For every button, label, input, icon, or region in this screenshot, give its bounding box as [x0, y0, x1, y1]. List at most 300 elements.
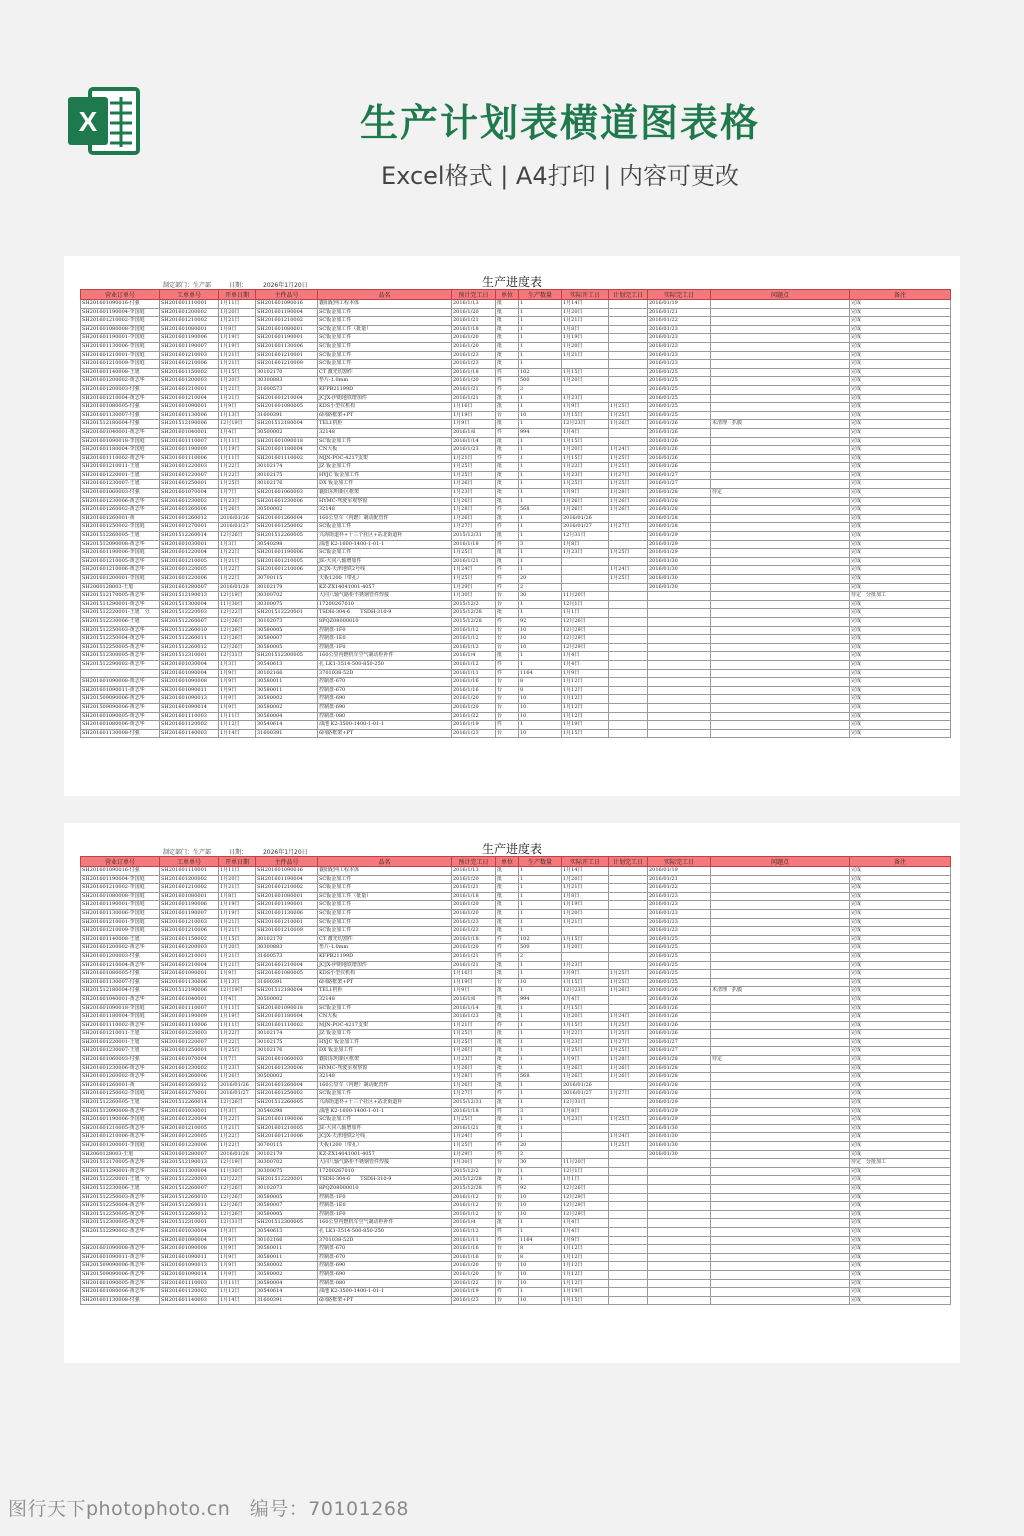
table-cell: 2016/1/23: [452, 729, 496, 738]
table-cell: 1: [519, 970, 562, 979]
table-cell: SH201601090013: [160, 695, 219, 704]
table-cell: 完成: [850, 1013, 951, 1022]
table-cell: SH201601210005: [160, 557, 219, 566]
table-cell: [711, 600, 850, 609]
table-cell: 1月25日: [609, 1047, 648, 1056]
table-cell: 1月19日: [452, 411, 496, 420]
table-row: [81, 1262, 951, 1271]
table-cell: SH201511290001-黄志华: [81, 1167, 160, 1176]
table-cell: [648, 617, 711, 626]
table-cell: 批: [496, 1047, 519, 1056]
table-cell: SH201512300005: [256, 1219, 318, 1228]
table-cell: 完成: [850, 643, 951, 652]
table-cell: 1月29日: [452, 1150, 496, 1159]
table-cell: 完成: [850, 497, 951, 506]
table-cell: 1月11日: [219, 712, 256, 721]
table-row: [81, 1219, 951, 1228]
table-cell: 2016/1/20: [452, 1270, 496, 1279]
table-row: [81, 523, 951, 532]
table-cell: 1月25日: [609, 1142, 648, 1151]
table-cell: 11月30日: [219, 600, 256, 609]
table-cell: [711, 506, 850, 515]
table-cell: 2016/1/20: [452, 1262, 496, 1271]
table-cell: [711, 360, 850, 369]
table-row: [81, 721, 951, 730]
table-row: [81, 703, 951, 712]
table-cell: SH201512250003-黄志华: [81, 626, 160, 635]
table-cell: 待定: [711, 1056, 850, 1065]
table-cell: [609, 557, 648, 566]
table-cell: 12月26日: [219, 532, 256, 541]
table-cell: SH201512220001: [256, 609, 318, 618]
table-cell: 完成: [850, 652, 951, 661]
table-cell: 2016/01/30: [648, 575, 711, 584]
table-cell: 1月22日: [562, 1030, 609, 1039]
table-cell: 1月25日: [609, 549, 648, 558]
table-row: [81, 1288, 951, 1297]
table-cell: SH201512250005-黄志华: [81, 643, 160, 652]
table-cell: 完成: [850, 1245, 951, 1254]
table-cell: 10: [519, 1193, 562, 1202]
table-cell: SH201512220001-王旭 分: [81, 609, 160, 618]
table-cell: 完成: [850, 617, 951, 626]
table-cell: 1: [519, 360, 562, 369]
table-cell: SH201601090018: [256, 437, 318, 446]
table-cell: TEL1机柜: [318, 987, 452, 996]
column-header: 营业订单号: [81, 857, 160, 867]
table-cell: SH201601260006: [160, 506, 219, 515]
table-cell: 1: [519, 1081, 562, 1090]
table-cell: 2016/01/27: [562, 523, 609, 532]
table-row: [81, 549, 951, 558]
table-cell: 31600573: [256, 952, 318, 961]
table-cell: 完成: [850, 1081, 951, 1090]
table-cell: SH201601190006: [256, 549, 318, 558]
sheet-preview-bottom: [64, 823, 960, 1363]
table-cell: 待定 分批加工: [850, 1159, 951, 1168]
table-cell: 1月9日: [562, 489, 609, 498]
table-cell: 兴海街道朴+十三个社区+站北街道朴: [318, 532, 452, 541]
table-cell: SC钣金加工件: [318, 1090, 452, 1099]
table-cell: 完成: [850, 892, 951, 901]
table-cell: 2016/1/22: [452, 1279, 496, 1288]
table-row: [81, 360, 951, 369]
table-cell: 完成: [850, 403, 951, 412]
table-cell: [711, 1073, 850, 1082]
table-cell: [609, 995, 648, 1004]
table-cell: 2016/1/12: [452, 1193, 496, 1202]
table-cell: 1: [519, 867, 562, 876]
table-cell: SH201512250005-黄志华: [81, 1210, 160, 1219]
table-cell: 完成: [850, 437, 951, 446]
table-cell: 10: [519, 1202, 562, 1211]
table-cell: SH201601090018-李国庭: [81, 1004, 160, 1013]
table-cell: [711, 325, 850, 334]
table-cell: 件: [496, 428, 519, 437]
table-cell: SH201512090008-黄志华: [81, 540, 160, 549]
table-cell: 2016/01/29: [648, 549, 711, 558]
table-row: [81, 1133, 951, 1142]
table-cell: 完成: [850, 1262, 951, 1271]
table-cell: 2016/1/20: [452, 308, 496, 317]
table-row: [81, 909, 951, 918]
table-cell: 1月20日: [562, 446, 609, 455]
table-cell: 1月22日: [219, 1030, 256, 1039]
table-cell: [711, 403, 850, 412]
table-cell: 件: [496, 721, 519, 730]
table-cell: 1月11日: [219, 454, 256, 463]
table-cell: 2016/01/30: [648, 1124, 711, 1133]
table-cell: [648, 1202, 711, 1211]
table-cell: 1月19日: [562, 1288, 609, 1297]
table-cell: [609, 660, 648, 669]
table-cell: 2016/01/28: [648, 1064, 711, 1073]
table-row: [81, 901, 951, 910]
table-cell: [609, 1124, 648, 1133]
table-cell: 1: [519, 437, 562, 446]
table-cell: 2016/01/26: [219, 514, 256, 523]
table-cell: [711, 1142, 850, 1151]
table-cell: SH201601210001-李国庭: [81, 918, 160, 927]
table-header-row: [81, 290, 951, 300]
table-cell: 2016/01/30: [648, 1133, 711, 1142]
column-header: 实际开工日: [562, 857, 609, 867]
table-cell: SH201601190004-李国庭: [81, 308, 160, 317]
table-cell: SH201601230002: [160, 497, 219, 506]
table-cell: SH201601260004: [256, 1081, 318, 1090]
table-row: [81, 420, 951, 429]
table-cell: 批: [496, 884, 519, 893]
table-cell: [648, 1176, 711, 1185]
table-cell: SH201601220003: [160, 463, 219, 472]
table-header-row: [81, 857, 951, 867]
table-cell: SH201601220006: [160, 575, 219, 584]
table-cell: 2016/1/4: [452, 652, 496, 661]
table-cell: 2016/01/30: [648, 583, 711, 592]
table-cell: 批: [496, 961, 519, 970]
table-cell: 1月9日: [219, 686, 256, 695]
table-cell: 32148: [318, 428, 452, 437]
table-row: [81, 300, 951, 309]
excel-logo-icon: [66, 85, 142, 157]
table-cell: 12月22日: [219, 1176, 256, 1185]
table-cell: 2016/01/28: [648, 1081, 711, 1090]
table-cell: SH201512300005-黄志华: [81, 1219, 160, 1228]
table-cell: 2016/1/18: [452, 935, 496, 944]
table-cell: SH201601200003: [160, 377, 219, 386]
table-cell: 1月26日: [452, 1081, 496, 1090]
table-cell: KZ-ZX14041001-4057: [318, 583, 452, 592]
table-cell: 1: [519, 961, 562, 970]
table-cell: [609, 1279, 648, 1288]
dept-label: 制定部门：生产部: [163, 849, 212, 856]
table-cell: 30: [519, 592, 562, 601]
table-cell: SH201601090018-李国庭: [81, 437, 160, 446]
table-cell: 10: [519, 643, 562, 652]
table-row: [81, 1236, 951, 1245]
table-cell: SH201601280007: [160, 583, 219, 592]
table-cell: 6回路框架+PT: [318, 729, 452, 738]
table-cell: JCJX-伊朗地铁增加件: [318, 394, 452, 403]
table-cell: SH201601110006: [160, 454, 219, 463]
table-cell: 30580004: [256, 712, 318, 721]
table-cell: 17200267010: [318, 600, 452, 609]
table-cell: 控制盘-1F0: [318, 1210, 452, 1219]
table-cell: [609, 300, 648, 309]
table-cell: 2016/1/18: [452, 1107, 496, 1116]
table-cell: SH201512260012: [160, 1210, 219, 1219]
table-cell: 1月25日: [219, 480, 256, 489]
table-cell: SH201601260012: [160, 1081, 219, 1090]
table-cell: 完成: [850, 1038, 951, 1047]
table-cell: 完成: [850, 1279, 951, 1288]
table-cell: [711, 1262, 850, 1271]
table-cell: [648, 1219, 711, 1228]
table-cell: HYMC-驾驶室观察窗: [318, 1064, 452, 1073]
table-cell: SH201601210009: [256, 927, 318, 936]
table-cell: [711, 944, 850, 953]
table-cell: 2016/01/28: [648, 489, 711, 498]
table-cell: 12月1日: [562, 600, 609, 609]
table-cell: 12月22日: [219, 609, 256, 618]
table-cell: 1: [519, 403, 562, 412]
table-cell: 批: [496, 549, 519, 558]
table-cell: SH201601230002: [160, 1064, 219, 1073]
table-cell: SH201601080005-付强: [81, 403, 160, 412]
table-cell: 件: [496, 1090, 519, 1099]
table-row: [81, 592, 951, 601]
table-cell: 12月23日: [562, 987, 609, 996]
table-cell: [609, 1099, 648, 1108]
table-cell: SH201601060003: [256, 1056, 318, 1065]
table-cell: 兴海街道朴+十三个社区+站北街道朴: [318, 1099, 452, 1108]
table-cell: 1月9日: [562, 1236, 609, 1245]
table-cell: SC钣金加工件: [318, 437, 452, 446]
table-cell: TEL1机柜: [318, 420, 452, 429]
table-cell: [609, 377, 648, 386]
table-cell: 完成: [850, 695, 951, 704]
table-row: [81, 978, 951, 987]
table-cell: SH201601200002-黄志华: [81, 944, 160, 953]
table-cell: [609, 1167, 648, 1176]
table-row: [81, 403, 951, 412]
table-cell: 1: [519, 342, 562, 351]
table-cell: 2016/01/19: [648, 300, 711, 309]
table-cell: [711, 1236, 850, 1245]
table-cell: SH201601180004: [256, 1013, 318, 1022]
table-cell: SH201601110003: [160, 1279, 219, 1288]
table-row: [81, 1056, 951, 1065]
table-cell: SH201601210001: [160, 952, 219, 961]
table-cell: [711, 351, 850, 360]
table-cell: SH201512260010: [160, 1193, 219, 1202]
table-cell: 台: [496, 1202, 519, 1211]
table-cell: 完成: [850, 686, 951, 695]
table-cell: 2016/1/23: [452, 351, 496, 360]
table-cell: SH201512190006: [160, 420, 219, 429]
table-cell: 完成: [850, 325, 951, 334]
table-cell: 1: [519, 1064, 562, 1073]
table-cell: 1: [519, 1013, 562, 1022]
table-cell: 30580005: [256, 643, 318, 652]
table-cell: 完成: [850, 1142, 951, 1151]
table-cell: [711, 1210, 850, 1219]
table-cell: [562, 1142, 609, 1151]
table-cell: 台: [496, 1253, 519, 1262]
table-cell: 2016/1/20: [452, 342, 496, 351]
table-cell: SH201512260011: [160, 635, 219, 644]
table-cell: SH201601210002: [256, 317, 318, 326]
table-cell: 10: [519, 635, 562, 644]
table-cell: 12月29日: [562, 643, 609, 652]
table-cell: 30300883: [256, 944, 318, 953]
table-cell: 10: [519, 712, 562, 721]
table-cell: 568: [519, 506, 562, 515]
table-cell: SH201601220005: [160, 1133, 219, 1142]
dept-label: 制定部门：生产部: [163, 282, 212, 289]
table-cell: 1月26日: [452, 514, 496, 523]
table-cell: SH201601140003: [160, 729, 219, 738]
table-row: [81, 1116, 951, 1125]
table-cell: SC钣金加工件: [318, 901, 452, 910]
sheet-title: 生产进度表: [481, 275, 542, 289]
table-cell: [648, 660, 711, 669]
table-row: [81, 678, 951, 687]
table-cell: 31600391: [256, 1296, 318, 1305]
column-header: 实际完工日: [648, 290, 711, 300]
table-cell: SH201512260010: [160, 626, 219, 635]
table-cell: SH201601210005: [256, 1124, 318, 1133]
table-cell: 2016/01/26: [648, 1013, 711, 1022]
table-cell: 1月9日: [562, 669, 609, 678]
table-cell: 2016/01/23: [648, 927, 711, 936]
table-cell: 批: [496, 325, 519, 334]
column-header: 计划完工日: [609, 857, 648, 867]
table-cell: 2016/01/27: [219, 1090, 256, 1099]
table-cell: 1: [519, 1047, 562, 1056]
table-cell: SH201601070004: [160, 1056, 219, 1065]
table-cell: SH201601190007: [160, 342, 219, 351]
table-cell: 台: [496, 1210, 519, 1219]
table-cell: SH201601260004: [256, 514, 318, 523]
table-cell: 1月12日: [562, 1253, 609, 1262]
table-cell: 1月15日: [562, 1004, 609, 1013]
table-cell: [711, 1253, 850, 1262]
table-cell: 10: [519, 1210, 562, 1219]
table-cell: 完成: [850, 523, 951, 532]
table-cell: SH201601210003: [160, 351, 219, 360]
table-cell: HYJC 钣金加工件: [318, 471, 452, 480]
table-cell: SH201601110001: [160, 867, 219, 876]
table-cell: [711, 918, 850, 927]
table-cell: 1月20日: [562, 909, 609, 918]
table-cell: [711, 978, 850, 987]
table-cell: [711, 394, 850, 403]
table-cell: 2016/01/27: [648, 480, 711, 489]
table-cell: 2016/01/25: [648, 952, 711, 961]
table-cell: SH201601200001-李国庭: [81, 575, 160, 584]
table-cell: SC钣金加工件: [318, 927, 452, 936]
table-cell: 1: [519, 1090, 562, 1099]
column-header: 实际完工日: [648, 857, 711, 867]
table-cell: 3: [519, 540, 562, 549]
table-cell: 31600391: [256, 978, 318, 987]
table-cell: 1月22日: [219, 1133, 256, 1142]
table-cell: [609, 342, 648, 351]
table-cell: SH201601220001-王旭: [81, 1038, 160, 1047]
table-cell: 1月11日: [219, 867, 256, 876]
table-cell: 批: [496, 1099, 519, 1108]
table-cell: [609, 532, 648, 541]
table-cell: 12月19日: [219, 420, 256, 429]
table-cell: [609, 635, 648, 644]
table-cell: 2015/12/2: [452, 600, 496, 609]
table-cell: SH201601080008-李国庭: [81, 892, 160, 901]
table-cell: SH201509090006-黄志华: [81, 695, 160, 704]
table-cell: 件: [496, 1227, 519, 1236]
table-cell: 2016/01/26: [648, 987, 711, 996]
table-cell: 件: [496, 540, 519, 549]
table-cell: 1月15日: [562, 935, 609, 944]
table-row: [81, 368, 951, 377]
table-cell: [648, 1253, 711, 1262]
table-cell: KFPB21199D: [318, 952, 452, 961]
table-cell: [648, 1193, 711, 1202]
table-cell: 2016/01/19: [648, 867, 711, 876]
table-cell: 完成: [850, 901, 951, 910]
table-cell: SH201601080005: [256, 403, 318, 412]
table-cell: 1月26日: [452, 480, 496, 489]
table-cell: 完成: [850, 317, 951, 326]
table-cell: 控制盘-080: [318, 1279, 452, 1288]
table-cell: 件: [496, 1150, 519, 1159]
table-cell: 台: [496, 643, 519, 652]
table-cell: 2016/01/25: [648, 377, 711, 386]
table-cell: 1月22日: [219, 549, 256, 558]
table-cell: 1月8日: [562, 540, 609, 549]
table-cell: [711, 970, 850, 979]
table-cell: 1月20日: [562, 944, 609, 953]
table-row: [81, 566, 951, 575]
table-cell: 完成: [850, 420, 951, 429]
table-row: [81, 1210, 951, 1219]
table-row: [81, 454, 951, 463]
table-cell: SH201601210004-黄志华: [81, 961, 160, 970]
table-cell: [609, 360, 648, 369]
table-cell: SH201601210006: [256, 566, 318, 575]
table-cell: 批: [496, 1013, 519, 1022]
table-row: [81, 489, 951, 498]
table-cell: 1月15日: [562, 368, 609, 377]
table-cell: 1: [519, 927, 562, 936]
table-cell: SH201601220005: [160, 566, 219, 575]
table-cell: 台: [496, 678, 519, 687]
table-cell: SH201601210005-黄志华: [81, 1124, 160, 1133]
table-cell: SH201601120002: [160, 1288, 219, 1297]
table-cell: 1月9日: [219, 1270, 256, 1279]
table-cell: 完成: [850, 583, 951, 592]
table-cell: 批: [496, 901, 519, 910]
table-cell: 1月23日: [452, 489, 496, 498]
table-row: [81, 987, 951, 996]
table-cell: 1月9日: [562, 970, 609, 979]
table-cell: 2016/01/26: [648, 995, 711, 1004]
table-cell: SH201601260012: [160, 514, 219, 523]
table-cell: 天板1200（带孔）: [318, 1142, 452, 1151]
table-cell: 完成: [850, 575, 951, 584]
table-cell: 20: [519, 1142, 562, 1151]
table-cell: 2016/01/28: [648, 1073, 711, 1082]
